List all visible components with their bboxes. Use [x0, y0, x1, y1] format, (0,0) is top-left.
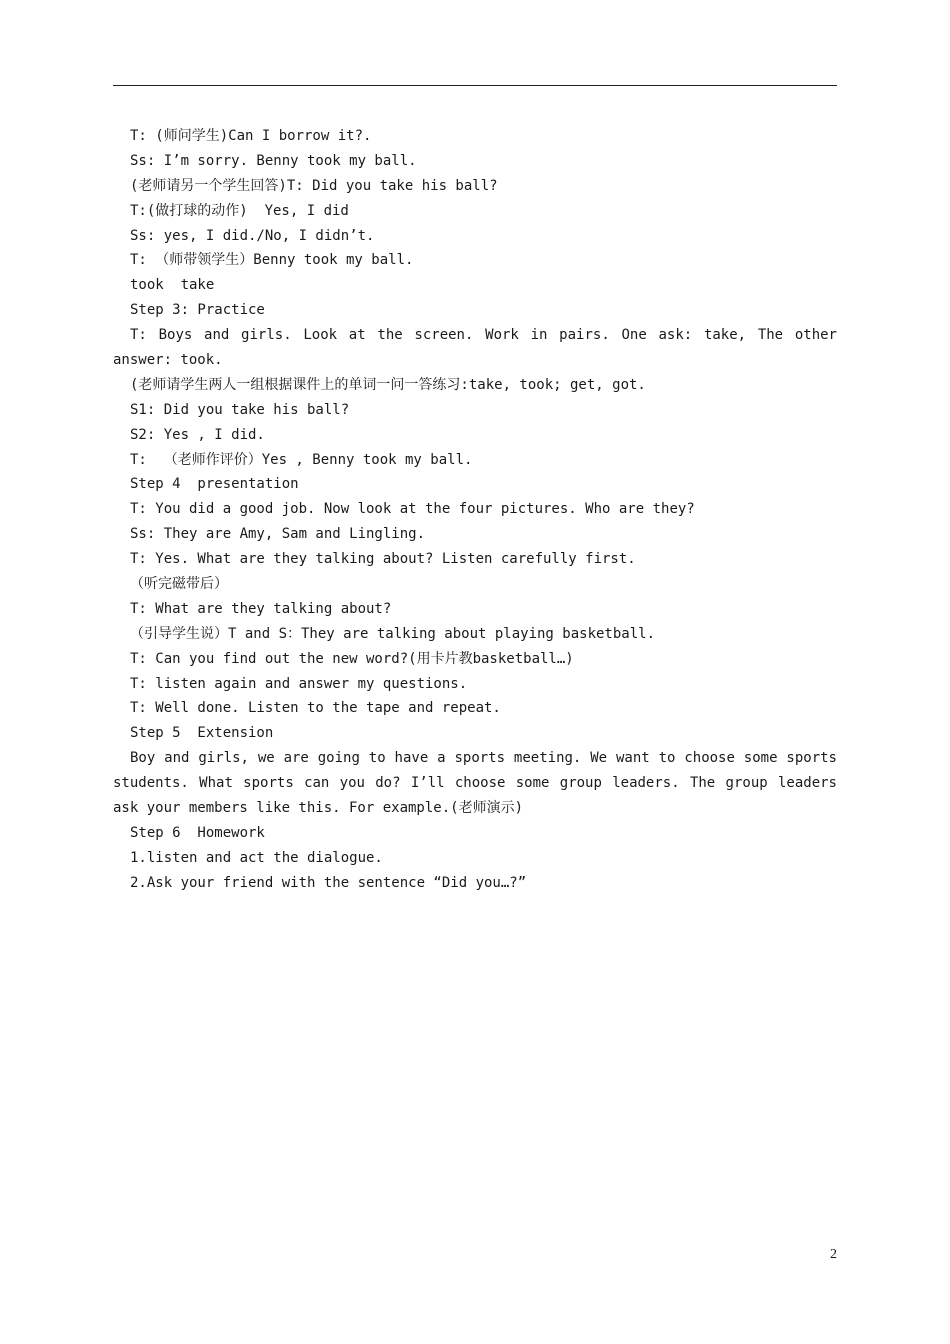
text-line: students. What sports can you do? I’ll choose some group leaders. The group leaders: [113, 775, 837, 792]
text-line: S2: Yes , I did.: [130, 426, 265, 443]
text-line: Ss: yes, I did./No, I didn’t.: [130, 227, 375, 244]
text-line: Boy and girls, we are going to have a sports meeting. We want to choose some sports: [130, 750, 837, 767]
text-line: answer: took.: [113, 352, 223, 369]
text-line: Step 3: Practice: [130, 302, 265, 319]
text-line: Step 4 presentation: [130, 476, 299, 493]
text-line: T: listen again and answer my questions.: [130, 675, 468, 692]
text-line: Step 5 Extension: [130, 725, 274, 742]
text-line: took take: [130, 277, 215, 294]
text-line: (老师请学生两人一组根据课件上的单词一问一答练习:take, took; get, got.: [130, 376, 646, 393]
text-line: T:(做打球的动作) Yes, I did: [130, 202, 349, 219]
text-line: T: Well done. Listen to the tape and repeat.: [130, 700, 501, 717]
text-line: T: You did a good job. Now look at the four pictures. Who are they?: [130, 501, 695, 518]
text-line: T: (师问学生)Can I borrow it?.: [130, 128, 372, 144]
text-line: Ss: They are Amy, Sam and Lingling.: [130, 526, 426, 543]
text-line: T: （老师作评价）Yes , Benny took my ball.: [130, 451, 473, 468]
text-line: T: Yes. What are they talking about? Listen carefully first.: [130, 551, 636, 568]
text-line: T: Can you find out the new word?(用卡片教basketball…): [130, 650, 574, 667]
text-line: （听完磁带后）: [130, 576, 228, 593]
text-line: T: （师带领学生）Benny took my ball.: [130, 252, 414, 269]
text-line: 2.Ask your friend with the sentence “Did you…?”: [130, 874, 527, 891]
text-line: S1: Did you take his ball?: [130, 401, 350, 418]
text-line: Step 6 Homework: [130, 824, 265, 841]
text-line: Ss: I’m sorry. Benny took my ball.: [130, 152, 417, 169]
text-line: (老师请另一个学生回答)T: Did you take his ball?: [130, 177, 498, 194]
text-line: T: What are they talking about?: [130, 600, 392, 617]
page-number: 2: [830, 1247, 837, 1262]
text-line: ask your members like this. For example.(老师演示): [113, 800, 524, 817]
header-rule: [113, 85, 837, 86]
text-line: 1.listen and act the dialogue.: [130, 849, 383, 866]
text-line: （引导学生说）T and S：They are talking about playing basketball.: [130, 625, 656, 642]
text-line: T: Boys and girls. Look at the screen. Work in pairs. One ask: take, The other: [130, 327, 837, 344]
document-body: [113, 124, 837, 896]
